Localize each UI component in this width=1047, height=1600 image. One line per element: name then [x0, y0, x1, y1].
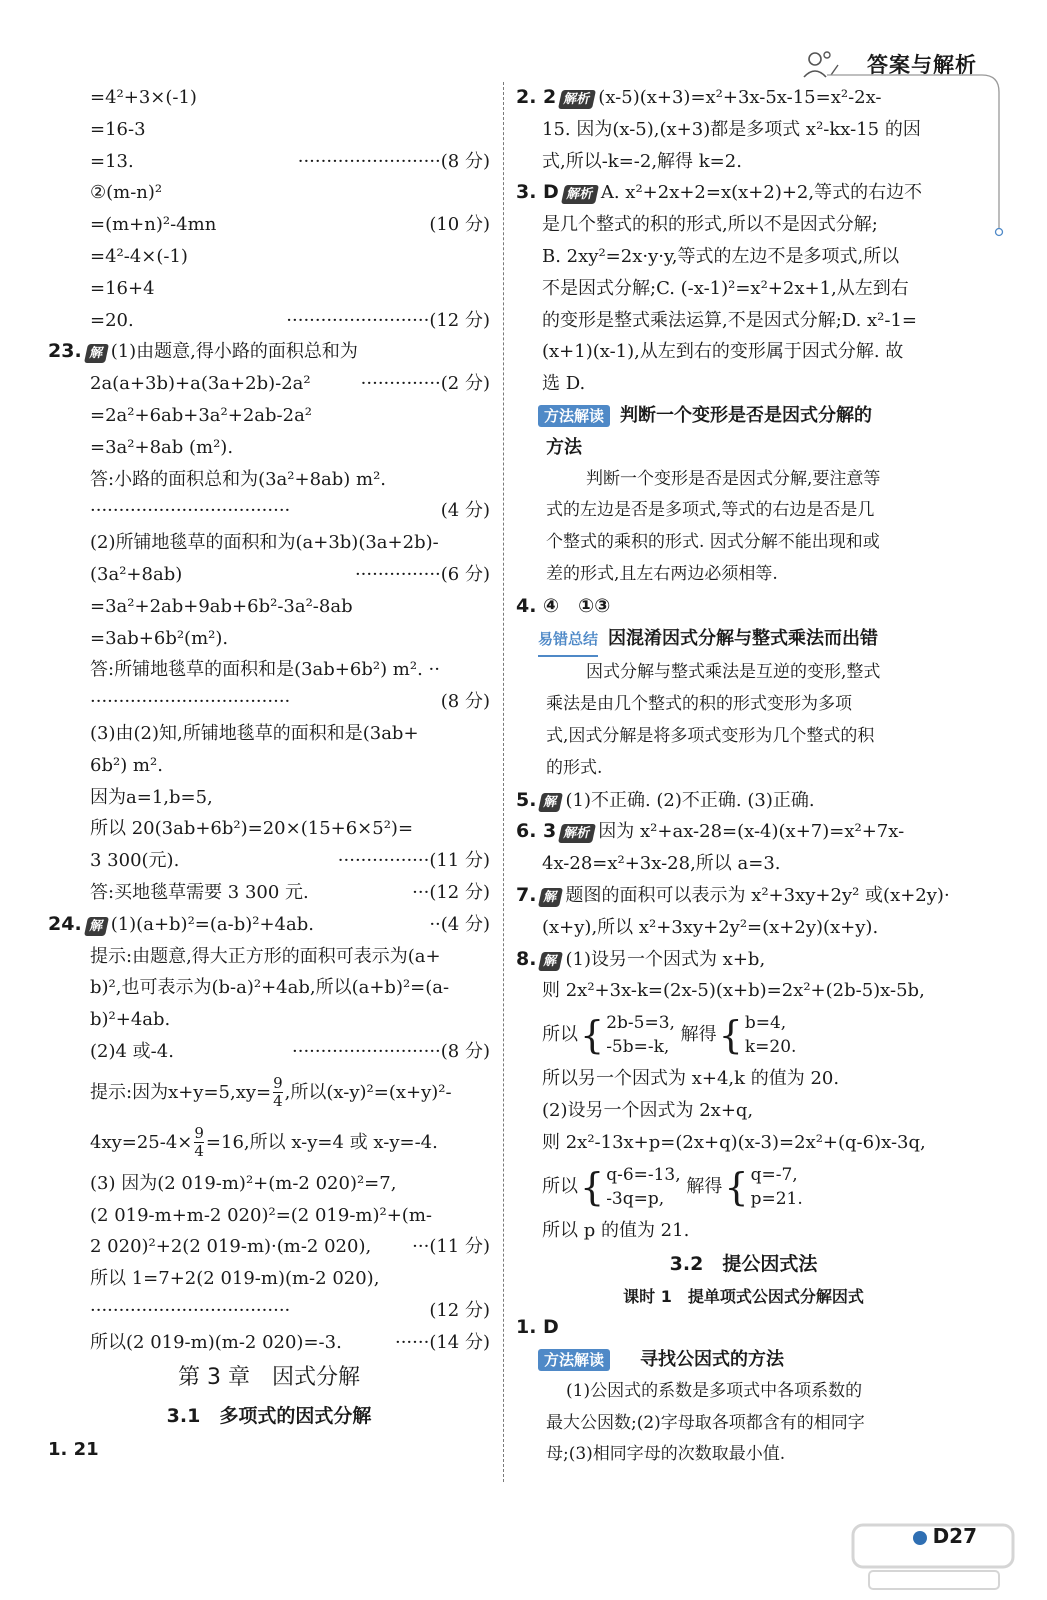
analysis-badge: 解析: [561, 185, 599, 204]
score: ··(4 分): [429, 913, 490, 935]
eq-line: 所以(2 019-m)(m-2 020)=-3. ······(14 分): [48, 1327, 490, 1359]
eq-line: b)²+4ab.: [90, 1009, 171, 1031]
question-7: 7. 解 题图的面积可以表示为 x²+3xy+2y² 或(x+2y)·: [516, 883, 950, 906]
fraction: $\frac{9}{4}$: [273, 1074, 283, 1111]
question-4: 4. ④ ①③: [516, 594, 611, 617]
text-line: 个整式的乘积的形式. 因式分解不能出现和或: [546, 532, 880, 553]
question-number: 24.: [48, 912, 82, 935]
chapter-title: 第 3 章 因式分解: [178, 1365, 360, 1391]
text-line: (x+1)(x-1),从左到右的变形属于因式分解. 故: [542, 341, 904, 363]
text-line: 所以另一个因式为 x+4,k 的值为 20.: [542, 1068, 840, 1090]
eq-line: =3a²+8ab (m²).: [90, 436, 234, 458]
text-line: 选 D.: [542, 373, 586, 395]
text-line: 乘法是由几个整式的积的形式变形为多项: [546, 694, 852, 715]
eq-line: 2a(a+3b)+a(3a+2b)-2a² ··············(2 分): [48, 368, 490, 400]
equation-system: 2b-5=3, -5b=-k,: [606, 1013, 675, 1058]
eq-line: (2)所铺地毯草的面积和为(a+3b)(3a+2b)-: [90, 532, 439, 554]
text-line: 的变形是整式乘法运算,不是因式分解;D. x²-1=: [542, 309, 918, 331]
solution-badge: 解: [538, 888, 563, 907]
eq-line: 所以 1=7+2(2 019-m)(m-2 020),: [90, 1268, 380, 1290]
score: (4 分): [440, 500, 490, 522]
dots-line: ··································· (4 分): [48, 495, 490, 527]
equation-system: q=-7, p=21.: [750, 1164, 803, 1209]
eq-line: =16-3: [90, 118, 146, 140]
section-title: 3.2 提公因式法: [669, 1253, 818, 1276]
text-line: (1)公因式的系数是多项式中各项系数的: [566, 1380, 863, 1401]
eq-line: (2)4 或-4. ··························(8 分): [48, 1036, 490, 1068]
eq-line: =4²-4×(-1): [90, 245, 188, 267]
question-24: 24. 解 (1)(a+b)²=(a-b)²+4ab. ··(4 分): [48, 909, 490, 941]
score: ······(14 分): [394, 1331, 490, 1353]
question-6: 6. 3 解析 因为 x²+ax-28=(x-4)(x+7)=x²+7x-: [516, 820, 905, 843]
question-2: 2. 2 解析 (x-5)(x+3)=x²+3x-5x-15=x²-2x-: [516, 86, 882, 108]
text-line: (2)设另一个因式为 2x+q,: [542, 1099, 754, 1121]
eq-line: b)²,也可表示为(b-a)²+4ab,所以(a+b)²=(a-: [90, 977, 450, 999]
text-line: 是几个整式的积的形式,所以不是因式分解;: [542, 214, 878, 236]
score: ···(11 分): [412, 1236, 490, 1258]
eq-line: =2a²+6ab+3a²+2ab-2a²: [90, 404, 313, 426]
answer-line: 答:买地毯草需要 3 300 元. ···(12 分): [48, 877, 490, 909]
text-line: 式,所以-k=-2,解得 k=2.: [542, 150, 742, 172]
eq-line: =4²+3×(-1): [90, 87, 197, 108]
eq-line: 2 020)²+2(2 019-m)·(m-2 020), ···(11 分): [48, 1231, 490, 1263]
text-line: 则 2x²+3x-k=(2x-5)(x+b)=2x²+(2b-5)x-5b,: [542, 980, 925, 1002]
solution-badge: 解: [538, 793, 563, 812]
method-tag: 方法解读: [538, 405, 610, 427]
text-line: 不是因式分解;C. (-x-1)²=x²+2x+1,从左到右: [542, 277, 909, 299]
header-title: 答案与解析: [867, 53, 977, 77]
dots-line: ··································· (12 分): [48, 1295, 490, 1327]
question-5: 5. 解 (1)不正确. (2)不正确. (3)正确.: [516, 788, 815, 811]
answer-1: 1. D: [516, 1316, 559, 1339]
text-line: B. 2xy²=2x·y·y,等式的左边不是多项式,所以: [542, 245, 900, 267]
right-column: [516, 82, 971, 1471]
score: ·························(12 分): [286, 309, 490, 331]
answer-line: 答:小路的面积总和为(3a²+8ab) m².: [90, 468, 387, 490]
mistake-box-title: 易错总结 因混淆因式分解与整式乘法而出错: [516, 623, 971, 658]
eq-line: 6b²) m².: [90, 754, 163, 776]
system-line: 所以{ q-6=-13, -3q=p, 解得{ q=-7, p=21.: [542, 1164, 803, 1209]
eq-line: 提示:因为x+y=5,xy= $\frac{9}{4}$ ,所以(x-y)²=(x+y)²-: [90, 1074, 452, 1111]
system-line: 所以{ 2b-5=3, -5b=-k, 解得{ b=4, k=20.: [542, 1013, 797, 1058]
eq-line: 所以 20(3ab+6b²)=20×(15+6×5²)=: [90, 818, 414, 840]
text-line: 因式分解与整式乘法是互逆的变形,整式: [586, 662, 881, 683]
eq-line: =20. ·························(12 分): [48, 305, 490, 337]
text-line: 母;(3)相同字母的次数取最小值.: [546, 1444, 786, 1465]
solution-badge: 解: [84, 917, 109, 936]
left-column: [48, 82, 490, 1466]
text-line: 则 2x²-13x+p=(2x+q)(x-3)=2x²+(q-6)x-3q,: [542, 1131, 926, 1153]
eq-line: =13. ·························(8 分): [48, 146, 490, 178]
analysis-badge: 解析: [558, 90, 596, 109]
text-line: 4x-28=x²+3x-28,所以 a=3.: [542, 853, 781, 875]
eq-line: 因为a=1,b=5,: [90, 786, 213, 808]
solution-badge: 解: [538, 952, 563, 971]
eq-line: ②(m-n)²: [90, 182, 163, 204]
eq-line: (2 019-m+m-2 020)²=(2 019-m)²+(m-: [90, 1204, 432, 1226]
text-line: 判断一个变形是否是因式分解,要注意等: [586, 468, 881, 489]
text-line: (x+y),所以 x²+3xy+2y²=(x+2y)(x+y).: [542, 916, 879, 938]
solution-badge: 解: [84, 344, 109, 363]
score: ···(12 分): [412, 881, 490, 903]
text-line: 所以 p 的值为 21.: [542, 1219, 690, 1241]
score: ················(11 分): [337, 850, 490, 872]
text-line: 最大公因数;(2)字母取各项都含有的相同字: [546, 1412, 865, 1433]
score: (12 分): [429, 1299, 490, 1321]
eq-line: =(m+n)²-4mn (10 分): [48, 209, 490, 241]
question-number: 23.: [48, 340, 82, 363]
dots-line: ··································· (8 分): [48, 686, 490, 718]
method-box-title: 方法解读 寻找公因式的方法: [516, 1344, 971, 1376]
score: ··············(2 分): [360, 373, 490, 395]
text-line: 15. 因为(x-5),(x+3)都是多项式 x²-kx-15 的因: [542, 118, 921, 140]
watermark-logo: [849, 1519, 1019, 1594]
eq-line: (3a²+8ab) ···············(6 分): [48, 559, 490, 591]
fraction: $\frac{9}{4}$: [194, 1124, 204, 1161]
text-line: 式,因式分解是将多项式变形为几个整式的积: [546, 725, 875, 746]
eq-line: =3a²+2ab+9ab+6b²-3a²-8ab: [90, 595, 353, 617]
equation-system: q-6=-13, -3q=p,: [606, 1164, 681, 1209]
eq-line: =3ab+6b²(m²).: [90, 627, 229, 649]
analysis-badge: 解析: [558, 824, 596, 843]
section-title: 3.1 多项式的因式分解: [166, 1405, 372, 1428]
eq-line: 提示:由题意,得大正方形的面积可表示为(a+: [90, 945, 441, 967]
equation-system: b=4, k=20.: [744, 1013, 797, 1058]
answer-line: 答:所铺地毯草的面积和是(3ab+6b²) m². ··: [90, 659, 440, 681]
eq-line: (3)由(2)知,所铺地毯草的面积和是(3ab+: [90, 722, 419, 744]
question-23: 23. 解 (1)由题意,得小路的面积总和为: [48, 336, 490, 368]
method-tag: 方法解读: [538, 1349, 610, 1371]
eq-line: =16+4: [90, 277, 155, 299]
eq-line: (3) 因为(2 019-m)²+(m-2 020)²=7,: [90, 1172, 397, 1194]
lesson-title: 课时 1 提单项式公因式分解因式: [623, 1287, 864, 1307]
page-number: D27: [913, 1524, 977, 1548]
text-line: 的形式.: [546, 757, 603, 778]
text-line: 式的左边是否是多项式,等式的右边是否是几: [546, 500, 875, 521]
score: (10 分): [429, 214, 490, 236]
text-line: 方法: [546, 436, 582, 458]
mistake-tag: 易错总结: [538, 624, 598, 658]
method-box-title: 方法解读 判断一个变形是否是因式分解的: [516, 400, 971, 432]
column-divider: [503, 82, 504, 1482]
eq-line: 3 300(元). ················(11 分): [48, 845, 490, 877]
score: ···············(6 分): [354, 563, 490, 585]
answer-1: 1. 21: [48, 1439, 99, 1461]
question-8: 8. 解 (1)设另一个因式为 x+b,: [516, 947, 766, 970]
question-3: 3. D 解析 A. x²+2x+2=x(x+2)+2,等式的右边不: [516, 181, 923, 204]
score: ··························(8 分): [292, 1040, 490, 1062]
eq-line: 4xy=25-4× $\frac{9}{4}$ =16,所以 x-y=4 或 x-y=-4.: [90, 1124, 438, 1161]
score: ·························(8 分): [297, 150, 490, 172]
text-line: 差的形式,且左右两边必须相等.: [546, 563, 778, 584]
score: (8 分): [440, 691, 490, 713]
